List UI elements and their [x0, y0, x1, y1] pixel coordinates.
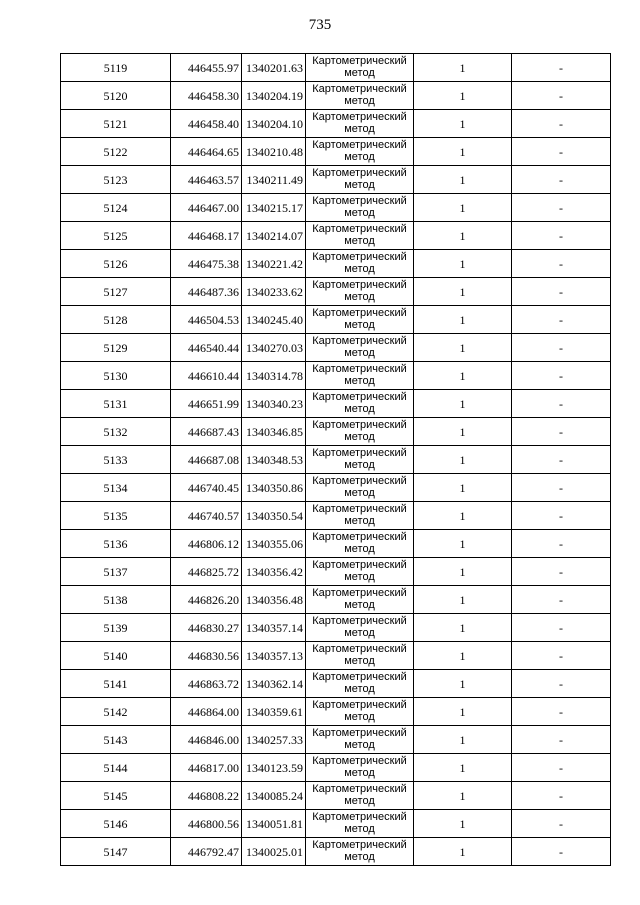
method-line-1: Картометрический [312, 335, 407, 347]
method-line-1: Картометрический [312, 307, 407, 319]
point-id-cell: 5134 [61, 474, 171, 502]
x-coordinate-cell: 446740.57 [171, 502, 242, 530]
method-line-1: Картометрический [312, 167, 407, 179]
accuracy-value-cell: 1 [414, 446, 512, 474]
table-row [61, 390, 611, 418]
method-cell [306, 110, 414, 138]
accuracy-value-cell: 1 [414, 530, 512, 558]
method-line-2: метод [344, 403, 375, 415]
method-cell [306, 446, 414, 474]
x-coordinate-cell: 446800.56 [171, 810, 242, 838]
table-row [61, 446, 611, 474]
accuracy-value-cell: 1 [414, 54, 512, 82]
y-coordinate-cell: 1340359.61 [242, 698, 306, 726]
method-cell [306, 138, 414, 166]
point-id-cell: 5121 [61, 110, 171, 138]
accuracy-value-cell: 1 [414, 670, 512, 698]
point-id-cell: 5133 [61, 446, 171, 474]
note-cell: - [512, 222, 611, 250]
y-coordinate-cell: 1340340.23 [242, 390, 306, 418]
method-line-2: метод [344, 487, 375, 499]
method-cell [306, 250, 414, 278]
y-coordinate-cell: 1340214.07 [242, 222, 306, 250]
method-line-1: Картометрический [312, 447, 407, 459]
x-coordinate-cell: 446463.57 [171, 166, 242, 194]
method-line-1: Картометрический [312, 363, 407, 375]
method-line-2: метод [344, 823, 375, 835]
y-coordinate-cell: 1340085.24 [242, 782, 306, 810]
y-coordinate-cell: 1340350.86 [242, 474, 306, 502]
method-line-2: метод [344, 207, 375, 219]
accuracy-value-cell: 1 [414, 698, 512, 726]
method-cell [306, 614, 414, 642]
point-id-cell: 5136 [61, 530, 171, 558]
note-cell: - [512, 698, 611, 726]
note-cell: - [512, 782, 611, 810]
accuracy-value-cell: 1 [414, 306, 512, 334]
accuracy-value-cell: 1 [414, 754, 512, 782]
note-cell: - [512, 530, 611, 558]
x-coordinate-cell: 446468.17 [171, 222, 242, 250]
x-coordinate-cell: 446830.27 [171, 614, 242, 642]
note-cell: - [512, 614, 611, 642]
y-coordinate-cell: 1340123.59 [242, 754, 306, 782]
y-coordinate-cell: 1340257.33 [242, 726, 306, 754]
y-coordinate-cell: 1340051.81 [242, 810, 306, 838]
table-row [61, 838, 611, 866]
y-coordinate-cell: 1340355.06 [242, 530, 306, 558]
y-coordinate-cell: 1340356.48 [242, 586, 306, 614]
method-line-1: Картометрический [312, 839, 407, 851]
method-cell [306, 782, 414, 810]
x-coordinate-cell: 446687.08 [171, 446, 242, 474]
x-coordinate-cell: 446687.43 [171, 418, 242, 446]
point-id-cell: 5135 [61, 502, 171, 530]
method-line-2: метод [344, 179, 375, 191]
y-coordinate-cell: 1340350.54 [242, 502, 306, 530]
accuracy-value-cell: 1 [414, 278, 512, 306]
y-coordinate-cell: 1340245.40 [242, 306, 306, 334]
y-coordinate-cell: 1340201.63 [242, 54, 306, 82]
method-line-2: метод [344, 151, 375, 163]
method-line-1: Картометрический [312, 279, 407, 291]
table-row [61, 754, 611, 782]
point-id-cell: 5140 [61, 642, 171, 670]
note-cell: - [512, 474, 611, 502]
note-cell: - [512, 558, 611, 586]
y-coordinate-cell: 1340346.85 [242, 418, 306, 446]
x-coordinate-cell: 446464.65 [171, 138, 242, 166]
method-line-1: Картометрический [312, 559, 407, 571]
note-cell: - [512, 138, 611, 166]
accuracy-value-cell: 1 [414, 838, 512, 866]
method-line-2: метод [344, 347, 375, 359]
point-id-cell: 5146 [61, 810, 171, 838]
method-line-2: метод [344, 431, 375, 443]
method-line-1: Картометрический [312, 587, 407, 599]
point-id-cell: 5132 [61, 418, 171, 446]
method-cell [306, 838, 414, 866]
point-id-cell: 5124 [61, 194, 171, 222]
x-coordinate-cell: 446806.12 [171, 530, 242, 558]
point-id-cell: 5120 [61, 82, 171, 110]
y-coordinate-cell: 1340357.14 [242, 614, 306, 642]
method-line-1: Картометрический [312, 195, 407, 207]
x-coordinate-cell: 446863.72 [171, 670, 242, 698]
method-cell [306, 558, 414, 586]
method-line-1: Картометрический [312, 671, 407, 683]
method-line-2: метод [344, 543, 375, 555]
note-cell: - [512, 82, 611, 110]
point-id-cell: 5128 [61, 306, 171, 334]
method-cell [306, 474, 414, 502]
x-coordinate-cell: 446825.72 [171, 558, 242, 586]
accuracy-value-cell: 1 [414, 250, 512, 278]
table-row [61, 110, 611, 138]
table-row [61, 670, 611, 698]
method-line-2: метод [344, 95, 375, 107]
point-id-cell: 5131 [61, 390, 171, 418]
accuracy-value-cell: 1 [414, 222, 512, 250]
table-row [61, 250, 611, 278]
table-row [61, 54, 611, 82]
y-coordinate-cell: 1340210.48 [242, 138, 306, 166]
note-cell: - [512, 670, 611, 698]
y-coordinate-cell: 1340348.53 [242, 446, 306, 474]
note-cell: - [512, 334, 611, 362]
method-line-1: Картометрический [312, 83, 407, 95]
method-line-1: Картометрический [312, 251, 407, 263]
y-coordinate-cell: 1340357.13 [242, 642, 306, 670]
x-coordinate-cell: 446475.38 [171, 250, 242, 278]
method-line-2: метод [344, 627, 375, 639]
note-cell: - [512, 194, 611, 222]
note-cell: - [512, 502, 611, 530]
accuracy-value-cell: 1 [414, 362, 512, 390]
method-line-2: метод [344, 711, 375, 723]
table-row [61, 782, 611, 810]
table-row [61, 558, 611, 586]
table-row [61, 586, 611, 614]
method-line-2: метод [344, 459, 375, 471]
table-row [61, 334, 611, 362]
note-cell: - [512, 754, 611, 782]
x-coordinate-cell: 446826.20 [171, 586, 242, 614]
y-coordinate-cell: 1340270.03 [242, 334, 306, 362]
point-id-cell: 5143 [61, 726, 171, 754]
point-id-cell: 5126 [61, 250, 171, 278]
method-line-1: Картометрический [312, 55, 407, 67]
y-coordinate-cell: 1340204.19 [242, 82, 306, 110]
note-cell: - [512, 362, 611, 390]
method-line-1: Картометрический [312, 503, 407, 515]
y-coordinate-cell: 1340362.14 [242, 670, 306, 698]
x-coordinate-cell: 446610.44 [171, 362, 242, 390]
method-cell [306, 586, 414, 614]
method-line-2: метод [344, 683, 375, 695]
x-coordinate-cell: 446458.30 [171, 82, 242, 110]
method-cell [306, 698, 414, 726]
method-cell [306, 278, 414, 306]
method-line-1: Картометрический [312, 783, 407, 795]
table-row [61, 82, 611, 110]
method-line-2: метод [344, 319, 375, 331]
method-line-1: Картометрический [312, 531, 407, 543]
x-coordinate-cell: 446651.99 [171, 390, 242, 418]
method-line-2: метод [344, 515, 375, 527]
table-row [61, 726, 611, 754]
method-cell [306, 82, 414, 110]
method-cell [306, 670, 414, 698]
method-line-2: метод [344, 263, 375, 275]
method-cell [306, 502, 414, 530]
method-line-2: метод [344, 291, 375, 303]
table-row [61, 306, 611, 334]
method-line-1: Картометрический [312, 615, 407, 627]
method-line-2: метод [344, 123, 375, 135]
table-row [61, 418, 611, 446]
accuracy-value-cell: 1 [414, 166, 512, 194]
x-coordinate-cell: 446808.22 [171, 782, 242, 810]
point-id-cell: 5144 [61, 754, 171, 782]
method-line-1: Картометрический [312, 811, 407, 823]
method-line-2: метод [344, 795, 375, 807]
method-line-2: метод [344, 571, 375, 583]
note-cell: - [512, 810, 611, 838]
x-coordinate-cell: 446864.00 [171, 698, 242, 726]
point-id-cell: 5125 [61, 222, 171, 250]
method-line-2: метод [344, 599, 375, 611]
table-row [61, 362, 611, 390]
note-cell: - [512, 838, 611, 866]
method-line-1: Картометрический [312, 391, 407, 403]
method-line-1: Картометрический [312, 699, 407, 711]
method-line-2: метод [344, 739, 375, 751]
method-cell [306, 54, 414, 82]
y-coordinate-cell: 1340356.42 [242, 558, 306, 586]
x-coordinate-cell: 446817.00 [171, 754, 242, 782]
point-id-cell: 5129 [61, 334, 171, 362]
method-line-2: метод [344, 767, 375, 779]
table-row [61, 698, 611, 726]
note-cell: - [512, 390, 611, 418]
x-coordinate-cell: 446467.00 [171, 194, 242, 222]
method-line-1: Картометрический [312, 419, 407, 431]
accuracy-value-cell: 1 [414, 334, 512, 362]
x-coordinate-cell: 446504.53 [171, 306, 242, 334]
coordinates-table [60, 53, 611, 866]
method-line-1: Картометрический [312, 223, 407, 235]
method-cell [306, 166, 414, 194]
method-cell [306, 810, 414, 838]
table-row [61, 614, 611, 642]
method-line-1: Картометрический [312, 139, 407, 151]
table-row [61, 222, 611, 250]
note-cell: - [512, 726, 611, 754]
y-coordinate-cell: 1340211.49 [242, 166, 306, 194]
point-id-cell: 5137 [61, 558, 171, 586]
method-line-1: Картометрический [312, 111, 407, 123]
note-cell: - [512, 278, 611, 306]
table-row [61, 530, 611, 558]
accuracy-value-cell: 1 [414, 502, 512, 530]
point-id-cell: 5127 [61, 278, 171, 306]
method-cell [306, 754, 414, 782]
y-coordinate-cell: 1340233.62 [242, 278, 306, 306]
point-id-cell: 5123 [61, 166, 171, 194]
x-coordinate-cell: 446455.97 [171, 54, 242, 82]
note-cell: - [512, 110, 611, 138]
point-id-cell: 5122 [61, 138, 171, 166]
x-coordinate-cell: 446740.45 [171, 474, 242, 502]
method-cell [306, 334, 414, 362]
point-id-cell: 5139 [61, 614, 171, 642]
table-row [61, 166, 611, 194]
method-line-2: метод [344, 851, 375, 863]
method-cell [306, 390, 414, 418]
note-cell: - [512, 642, 611, 670]
point-id-cell: 5141 [61, 670, 171, 698]
method-line-2: метод [344, 375, 375, 387]
note-cell: - [512, 446, 611, 474]
point-id-cell: 5138 [61, 586, 171, 614]
point-id-cell: 5119 [61, 54, 171, 82]
method-cell [306, 362, 414, 390]
x-coordinate-cell: 446540.44 [171, 334, 242, 362]
note-cell: - [512, 418, 611, 446]
method-cell [306, 306, 414, 334]
point-id-cell: 5147 [61, 838, 171, 866]
point-id-cell: 5145 [61, 782, 171, 810]
accuracy-value-cell: 1 [414, 810, 512, 838]
method-cell [306, 642, 414, 670]
point-id-cell: 5130 [61, 362, 171, 390]
note-cell: - [512, 306, 611, 334]
accuracy-value-cell: 1 [414, 474, 512, 502]
y-coordinate-cell: 1340215.17 [242, 194, 306, 222]
y-coordinate-cell: 1340025.01 [242, 838, 306, 866]
table-row [61, 278, 611, 306]
accuracy-value-cell: 1 [414, 194, 512, 222]
table-row [61, 502, 611, 530]
accuracy-value-cell: 1 [414, 138, 512, 166]
method-line-2: метод [344, 655, 375, 667]
note-cell: - [512, 586, 611, 614]
note-cell: - [512, 54, 611, 82]
method-cell [306, 194, 414, 222]
accuracy-value-cell: 1 [414, 82, 512, 110]
accuracy-value-cell: 1 [414, 614, 512, 642]
table-row [61, 642, 611, 670]
table-row [61, 194, 611, 222]
x-coordinate-cell: 446458.40 [171, 110, 242, 138]
page-number: 735 [308, 17, 332, 33]
note-cell: - [512, 166, 611, 194]
accuracy-value-cell: 1 [414, 558, 512, 586]
method-line-1: Картометрический [312, 755, 407, 767]
method-cell [306, 726, 414, 754]
coordinates-table-body [61, 54, 611, 866]
accuracy-value-cell: 1 [414, 586, 512, 614]
method-line-2: метод [344, 235, 375, 247]
accuracy-value-cell: 1 [414, 726, 512, 754]
y-coordinate-cell: 1340314.78 [242, 362, 306, 390]
x-coordinate-cell: 446792.47 [171, 838, 242, 866]
method-cell [306, 530, 414, 558]
table-row [61, 810, 611, 838]
y-coordinate-cell: 1340221.42 [242, 250, 306, 278]
x-coordinate-cell: 446846.00 [171, 726, 242, 754]
table-row [61, 474, 611, 502]
accuracy-value-cell: 1 [414, 390, 512, 418]
method-line-1: Картометрический [312, 643, 407, 655]
accuracy-value-cell: 1 [414, 782, 512, 810]
method-cell [306, 222, 414, 250]
y-coordinate-cell: 1340204.10 [242, 110, 306, 138]
table-row [61, 138, 611, 166]
method-line-1: Картометрический [312, 727, 407, 739]
point-id-cell: 5142 [61, 698, 171, 726]
accuracy-value-cell: 1 [414, 642, 512, 670]
note-cell: - [512, 250, 611, 278]
accuracy-value-cell: 1 [414, 418, 512, 446]
method-cell [306, 418, 414, 446]
method-line-2: метод [344, 67, 375, 79]
x-coordinate-cell: 446487.36 [171, 278, 242, 306]
x-coordinate-cell: 446830.56 [171, 642, 242, 670]
accuracy-value-cell: 1 [414, 110, 512, 138]
method-line-1: Картометрический [312, 475, 407, 487]
